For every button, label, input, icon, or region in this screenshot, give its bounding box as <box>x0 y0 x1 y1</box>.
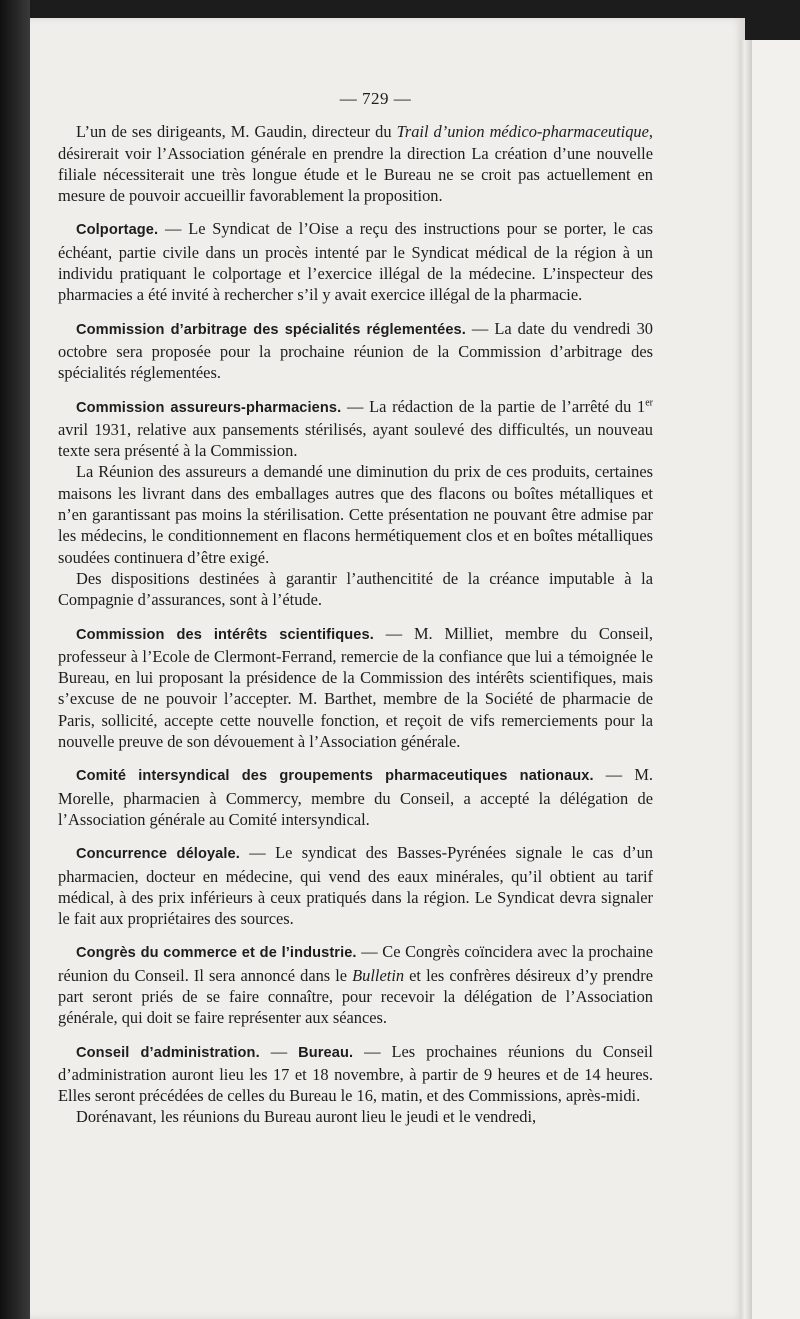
section-heading: Commission assureurs-pharmaciens. <box>76 399 342 416</box>
page-stack <box>752 40 800 1319</box>
paragraph-commission-assureurs <box>58 396 653 462</box>
paragraph-text: — La rédaction de la partie de l’arrêté du 1 <box>341 396 646 416</box>
paragraph-text: , désirerait voir l’Association générale en prendre la direction La création d’une nouvelle filiale nécessiterait une très longue étude et le Bureau ne se croit pas actuellement en mesure de pouvoir accueillir favorablement la proposition. <box>58 122 653 206</box>
paragraph-dorenavant <box>58 1106 653 1127</box>
paragraph-text: Des dispositions destinées à garantir l’authencitité de la créance imputable à la Compagnie d’assurances, sont à l’étude. <box>58 568 653 610</box>
page-edge <box>740 40 752 1319</box>
paragraph-concurrence-deloyale <box>58 842 653 929</box>
superscript: er <box>645 397 654 409</box>
section-heading: Concurrence déloyale. <box>76 846 240 863</box>
paragraph-text: et les confrères désireux d’y prendre part seront priés de se faire connaître, pour recevoir la délégation de l’Association générale, qui doit se faire représenter aux séances. <box>58 965 653 1028</box>
journal-title: Bulletin <box>352 965 405 985</box>
page-number: — 729 — <box>339 89 412 108</box>
paragraph-text: La Réunion des assureurs a demandé une diminution du prix de ces produits, certaines maisons les livrant dans des emballages autres que des flacons ou boîtes métalliques et n’en garantissant pas moins la stérilisation. Cette présentation ne pouvant être admise par les médecins, le conditionnement en flacons hermétiquement clos et en boîtes métalliques soudées continuera d’être exigé. <box>58 462 653 567</box>
paragraph-text: — M. Morelle, pharmacien à Commercy, membre du Conseil, a accepté la délégation de l’Association générale au Comité intersyndical. <box>58 765 653 829</box>
paragraph-text: — Ce Congrès coïncidera avec la prochaine réunion du Conseil. Il sera annoncé dans le <box>58 942 653 985</box>
paragraph-colportage <box>58 218 653 305</box>
section-heading: Commission des intérêts scientifiques. <box>76 626 374 643</box>
page-content <box>58 88 653 1140</box>
paragraph-text: — <box>259 1041 299 1061</box>
section-heading: Commission d’arbitrage des spécialités réglementées. <box>76 321 466 338</box>
paragraph-dispositions <box>58 568 653 611</box>
paragraph-comite-intersyndical <box>58 764 653 830</box>
section-heading: Bureau. <box>298 1044 354 1061</box>
section-heading: Congrès du commerce et de l’industrie. <box>76 945 357 962</box>
paragraph-reunion-assureurs <box>58 461 653 567</box>
paragraph-text: — Le syndicat des Basses-Pyrénées signale le cas d’un pharmacien, docteur en médecine, qui vend des eaux minérales, qu’il obtient au tarif médical, à des prix inférieurs à ceux pratiqués dans la région. Le Syndicat devra signaler le fait aux propriétaires des sources. <box>58 843 653 929</box>
paragraph-text: — Le Syndicat de l’Oise a reçu des instructions pour se porter, le cas échéant, partie civile dans un procès intenté par le Syndicat médical de la région à un individu pratiquant le colportage et l’exercice illégal de la médecine. L’inspecteur des pharmacies a été invité à rechercher s’il y avait exercice illégal de la pharmacie. <box>58 219 653 305</box>
paragraph-text: — La date du vendredi 30 octobre sera proposée pour la prochaine réunion de la Commission d’arbitrage des spécialités réglementées. <box>58 318 653 383</box>
paragraph-conseil-administration <box>58 1041 653 1107</box>
paragraph-text: L’un de ses dirigeants, M. Gaudin, directeur du <box>76 122 397 142</box>
journal-title: Trail d’union médico-pharmaceutique <box>396 122 649 142</box>
paragraph-text: — M. Milliet, membre du Conseil, professeur à l’Ecole de Clermont-Ferrand, remercie de la confiance que lui a témoignée le Bureau, en lui proposant la présidence de la Commission des intérêts scientifiques, mais s’excuse de ne pouvoir l’accepter. M. Barthet, membre de la Société de pharmacie de Paris, sollicité, accepte cette nouvelle fonction, et reçoit de vifs remerciements pour la nouvelle preuve de son dévouement à l’Association générale. <box>58 623 654 752</box>
paragraph-interets-scientifiques <box>58 623 653 753</box>
paragraph-trait-union <box>58 121 653 206</box>
paragraph-text: Dorénavant, les réunions du Bureau auront lieu le jeudi et le vendredi, <box>76 1107 537 1127</box>
section-heading: Conseil d’administration. <box>76 1044 260 1061</box>
paragraph-congres <box>58 941 653 1028</box>
section-heading: Colportage. <box>76 222 159 239</box>
section-heading: Comité intersyndical des groupements pharmaceutiques nationaux. <box>76 768 594 785</box>
paragraph-text: avril 1931, relative aux pansements stérilisés, ayant soulevé des difficultés, un nouveau texte sera présenté à la Commission. <box>58 419 653 461</box>
paragraph-commission-arbitrage <box>58 318 653 384</box>
page-gutter-shadow <box>0 0 30 1319</box>
paragraph-text: — Les prochaines réunions du Conseil d’administration auront lieu les 17 et 18 novembre, à partir de 9 heures et de 14 heures. Elles seront précédées de celles du Bureau le 16, matin, et des Commissions, après-midi. <box>58 1041 653 1106</box>
